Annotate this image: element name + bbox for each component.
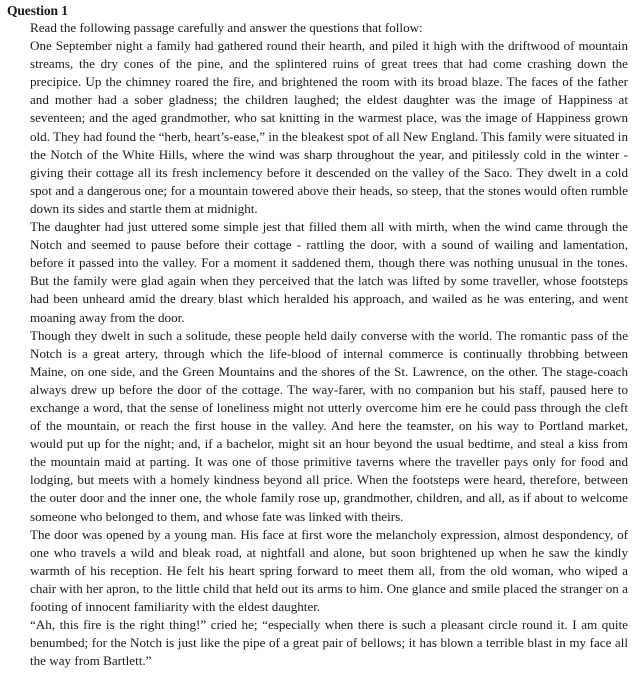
passage-paragraph-2: The daughter had just uttered some simple jest that filled them all with mirth, when the wind came through the Notch and seemed to pause before their cottage - rattling the door, with a sound of wailing and lamentation, before it passed into the valley. For a moment it saddened them, though there was nothing unusual in the tones. But the family were glad again when they perceived that the latch was lifted by some traveller, whose footsteps had been unheard amid the dreary blast which heralded his approach, and wailed as he was entering, and went moaning away from the door. — [30, 219, 628, 325]
passage-paragraph-5: “Ah, this fire is the right thing!” cried he; “especially when there is such a pleasant circle round it. I am quite benumbed; for the Notch is just like the pipe of a great pair of bellows; it has blown a terrible blast in my face all the way from Bartlett.” — [30, 617, 628, 669]
question-instruction: Read the following passage carefully and answer the questions that follow: — [30, 20, 423, 35]
passage-body — [30, 19, 628, 670]
passage-paragraph-3: Though they dwelt in such a solitude, these people held daily converse with the world. The romantic pass of the Notch is a great artery, through which the life-blood of internal commerce is continually throbbing between Maine, on one side, and the Green Mountains and the shores of the St. Lawrence, on the other. The stage-coach always drew up before the door of the cottage. The way-farer, with no companion but his staff, paused here to exchange a word, that the sense of loneliness might not utterly overcome him ere he could pass through the cleft of the mountain, or reach the first house in the valley. And here the teamster, on his way to Portland market, would put up for the night; and, if a bachelor, might sit an hour beyond the usual bedtime, and steal a kiss from the mountain maid at parting. It was one of those primitive taverns where the traveller pays only for food and lodging, but meets with a homely kindness beyond all price. When the footsteps were heard, therefore, between the outer door and the inner one, the whole family rose up, grandmother, children, and all, as if about to welcome someone who belonged to them, and whose fate was linked with theirs. — [30, 327, 628, 524]
question-title: Question 1 — [7, 3, 68, 18]
passage-paragraph-4: The door was opened by a young man. His face at first wore the melancholy expression, almost despondency, of one who travels a wild and bleak road, at nightfall and alone, but soon brightened up when he saw the kindly warmth of his reception. He felt his heart spring forward to meet them all, from the old woman, who wiped a chair with her apron, to the little child that held out its arms to him. One glance and smile placed the stranger on a footing of innocent familiarity with the eldest daughter. — [30, 526, 628, 614]
passage-paragraph-1: One September night a family had gathered round their hearth, and piled it high with the driftwood of mountain streams, the dry cones of the pine, and the splintered ruins of great trees that had come crashing down the precipice. Up the chimney roared the fire, and brightened the room with its broad blaze. The faces of the father and mother had a sober gladness; the children laughed; the eldest daughter was the image of Happiness at seventeen; and the aged grandmother, who sat knitting in the warmest place, was the image of Happiness grown old. They had found the “herb, heart’s-ease,” in the bleakest spot of all New England. This family were situated in the Notch of the White Hills, where the wind was sharp throughout the year, and pitilessly cold in the winter - giving their cottage all its fresh inclemency before it descended on the valley of the Saco. They dwelt in a cold spot and a dangerous one; for a mountain towered above their heads, so steep, that the stones would often rumble down its sides and startle them at midnight. — [30, 38, 628, 216]
